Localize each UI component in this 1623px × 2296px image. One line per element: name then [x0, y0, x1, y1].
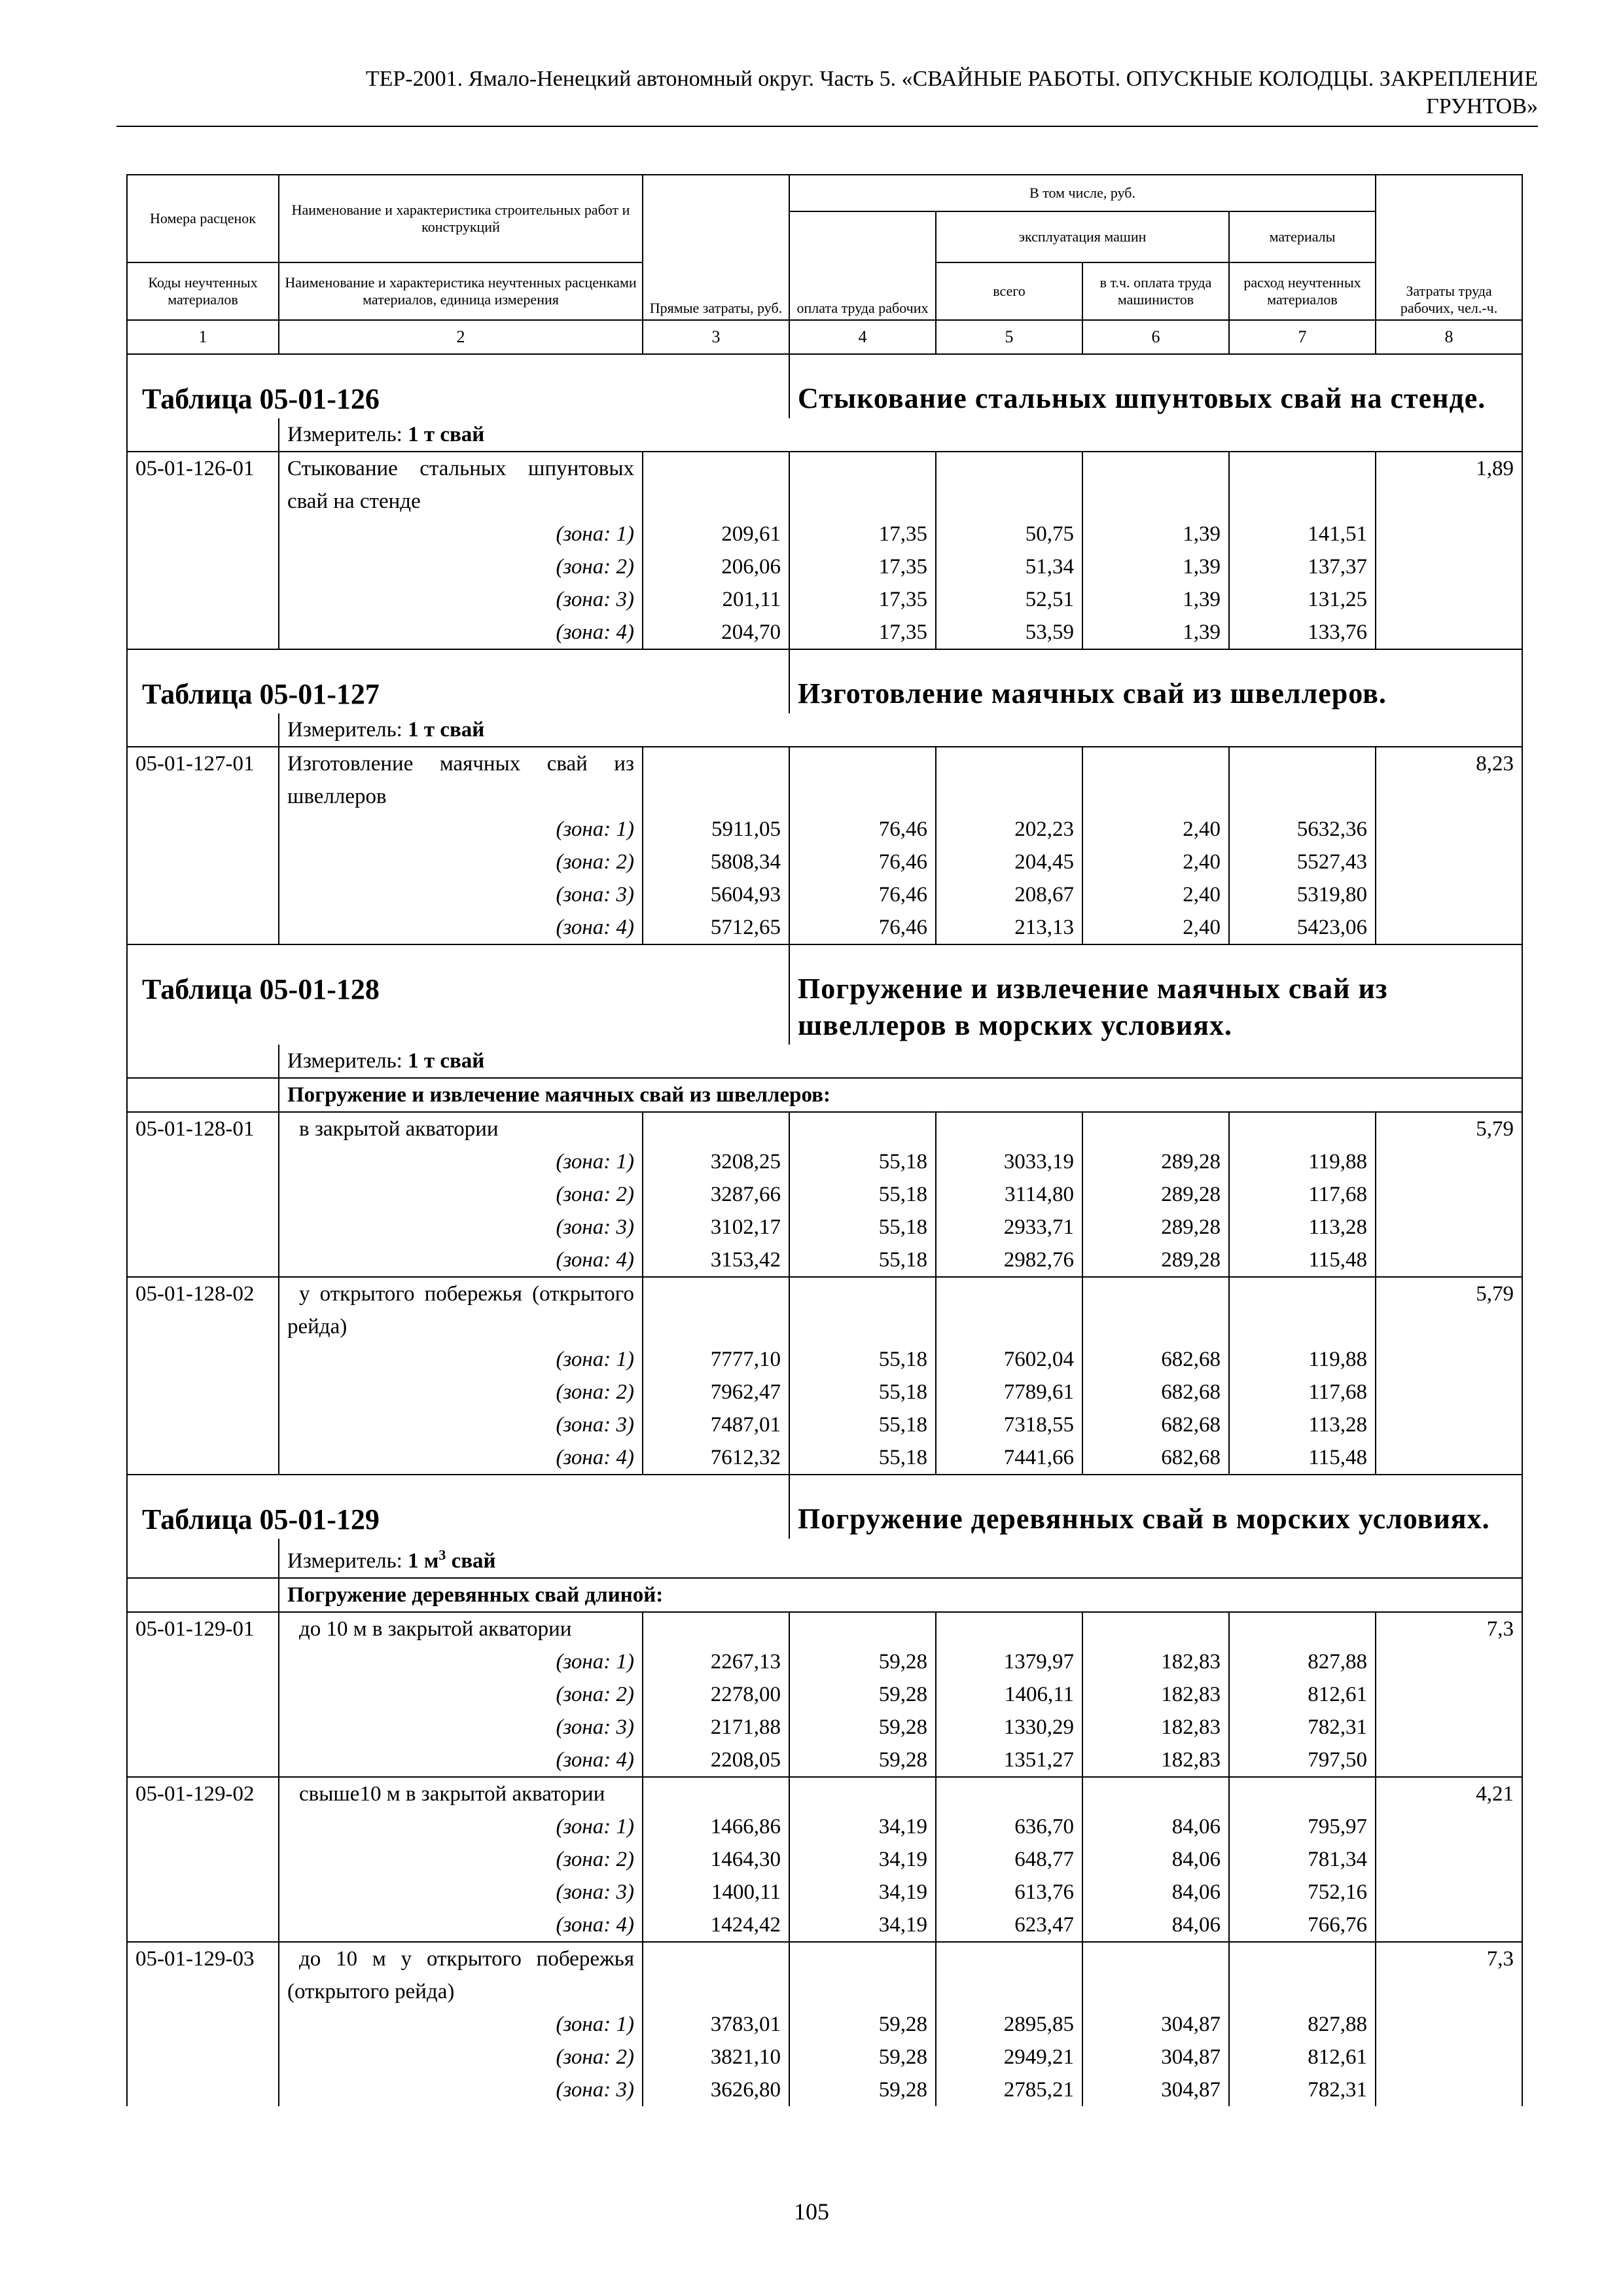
rate-description: до 10 м у открытого побережья (открытого рейда) — [279, 1942, 643, 2008]
table-measure: Измеритель: 1 т свай — [279, 713, 1522, 747]
zone-row: (зона: 4) 1424,42 34,19 623,47 84,06 766,76 — [127, 1909, 1522, 1942]
zone-row: (зона: 4) 5712,65 76,46 213,13 2,40 5423,06 — [127, 911, 1522, 944]
running-header-line2: ГРУНТОВ» — [1426, 94, 1538, 118]
table-title: Погружение и извлечение маячных свай из швеллеров в морских условиях. — [789, 944, 1522, 1045]
zone-row: (зона: 1) 1466,86 34,19 636,70 84,06 795,97 — [127, 1810, 1522, 1843]
zone-row: (зона: 1) 2267,13 59,28 1379,97 182,83 827,88 — [127, 1645, 1522, 1678]
colnum-1: 1 — [127, 320, 279, 354]
zone-row: (зона: 2) 2278,00 59,28 1406,11 182,83 812,61 — [127, 1678, 1522, 1711]
col8-head: Затраты труда рабочих, чел.-ч. — [1376, 175, 1522, 320]
zone-row: (зона: 2) 7962,47 55,18 7789,61 682,68 117,68 — [127, 1376, 1522, 1408]
rate-code: 05-01-129-02 — [127, 1777, 279, 1810]
zone-row: (зона: 3) 7487,01 55,18 7318,55 682,68 113,28 — [127, 1408, 1522, 1441]
zone-row: (зона: 2) 3287,66 55,18 3114,80 289,28 117,68 — [127, 1178, 1522, 1211]
rate-code: 05-01-128-02 — [127, 1277, 279, 1343]
labor-cost: 8,23 — [1376, 747, 1522, 813]
zone-row: (зона: 4) 204,70 17,35 53,59 1,39 133,76 — [127, 616, 1522, 649]
col2-head-a: Наименование и характеристика строительных работ и конструкций — [279, 175, 643, 262]
rate-code: 05-01-127-01 — [127, 747, 279, 813]
col4-head: оплата труда рабочих — [789, 211, 936, 320]
col7-head: расход неучтенных материалов — [1229, 262, 1376, 320]
table-number: Таблица 05-01-127 — [127, 649, 789, 713]
table-measure: Измеритель: 1 т свай — [279, 1045, 1522, 1078]
labor-cost: 5,79 — [1376, 1277, 1522, 1343]
zone-row: (зона: 4) 3153,42 55,18 2982,76 289,28 115,48 — [127, 1244, 1522, 1277]
col1-head-b: Коды неучтенных материалов — [127, 262, 279, 320]
zone-row: (зона: 4) 2208,05 59,28 1351,27 182,83 797,50 — [127, 1744, 1522, 1777]
labor-cost: 5,79 — [1376, 1112, 1522, 1145]
zone-row: (зона: 1) 7777,10 55,18 7602,04 682,68 119,88 — [127, 1343, 1522, 1376]
rate-description: до 10 м в закрытой акватории — [279, 1612, 643, 1645]
labor-cost: 1,89 — [1376, 452, 1522, 518]
col1-head-a: Номера расценок — [127, 175, 279, 262]
page-number: 105 — [794, 2198, 829, 2225]
table-measure: Измеритель: 1 т свай — [279, 418, 1522, 452]
rate-row — [127, 1777, 1522, 1810]
table-title: Изготовление маячных свай из швеллеров. — [789, 649, 1522, 713]
zone-row: (зона: 3) 201,11 17,35 52,51 1,39 131,25 — [127, 583, 1522, 616]
zone-row: (зона: 1) 3208,25 55,18 3033,19 289,28 119,88 — [127, 1145, 1522, 1178]
group-heading: Погружение и извлечение маячных свай из швеллеров: — [279, 1078, 1522, 1112]
table-header — [127, 175, 1522, 354]
zone-row: (зона: 2) 1464,30 34,19 648,77 84,06 781,34 — [127, 1843, 1522, 1876]
rate-description: Изготовление маячных свай из швеллеров — [279, 747, 643, 813]
labor-cost: 4,21 — [1376, 1777, 1522, 1810]
col3-head: Прямые затраты, руб. — [643, 175, 789, 320]
zone-row: (зона: 2) 206,06 17,35 51,34 1,39 137,37 — [127, 550, 1522, 583]
colnum-8: 8 — [1376, 320, 1522, 354]
col5-head: всего — [936, 262, 1082, 320]
rate-row — [127, 452, 1522, 518]
rate-code: 05-01-126-01 — [127, 452, 279, 518]
running-header-line1: ТЕР-2001. Ямало-Ненецкий автономный округ. Часть 5. «СВАЙНЫЕ РАБОТЫ. ОПУСКНЫЕ КОЛОДЦЫ. ЗАКРЕПЛЕНИЕ — [365, 67, 1538, 91]
zone-row: (зона: 2) 3821,10 59,28 2949,21 304,87 812,61 — [127, 2041, 1522, 2073]
colnum-4: 4 — [789, 320, 936, 354]
table-number: Таблица 05-01-129 — [127, 1475, 789, 1539]
table-number: Таблица 05-01-126 — [127, 354, 789, 418]
running-header — [116, 65, 1538, 120]
table-title: Погружение деревянных свай в морских условиях. — [789, 1475, 1522, 1539]
zone-row: (зона: 4) 7612,32 55,18 7441,66 682,68 115,48 — [127, 1441, 1522, 1475]
zone-row: (зона: 2) 5808,34 76,46 204,45 2,40 5527,43 — [127, 846, 1522, 878]
zone-row: (зона: 3) 3102,17 55,18 2933,71 289,28 113,28 — [127, 1211, 1522, 1244]
rate-code: 05-01-129-01 — [127, 1612, 279, 1645]
rate-row — [127, 1277, 1522, 1343]
header-rule — [116, 126, 1538, 127]
colnum-3: 3 — [643, 320, 789, 354]
zone-row: (зона: 1) 3783,01 59,28 2895,85 304,87 827,88 — [127, 2008, 1522, 2041]
table-measure: Измеритель: 1 $м^3$ свай — [279, 1539, 1522, 1578]
zone-row: (зона: 1) 5911,05 76,46 202,23 2,40 5632,36 — [127, 813, 1522, 846]
rate-description: Стыкование стальных шпунтовых свай на стенде — [279, 452, 643, 518]
rate-row — [127, 747, 1522, 813]
group-heading: Погружение деревянных свай длиной: — [279, 1578, 1522, 1612]
rate-description: в закрытой акватории — [279, 1112, 643, 1145]
colnum-6: 6 — [1082, 320, 1229, 354]
table-title: Стыкование стальных шпунтовых свай на стенде. — [789, 354, 1522, 418]
rate-code: 05-01-128-01 — [127, 1112, 279, 1145]
zone-row: (зона: 3) 1400,11 34,19 613,76 84,06 752,16 — [127, 1876, 1522, 1909]
labor-cost: 7,3 — [1376, 1612, 1522, 1645]
zone-row: (зона: 3) 2171,88 59,28 1330,29 182,83 782,31 — [127, 1711, 1522, 1744]
colnum-5: 5 — [936, 320, 1082, 354]
incl-head: В том числе, руб. — [789, 175, 1376, 211]
rate-description: свыше10 м в закрытой акватории — [279, 1777, 643, 1810]
rate-code: 05-01-129-03 — [127, 1942, 279, 2008]
materials-head: материалы — [1229, 211, 1376, 262]
col6-head: в т.ч. оплата труда машинистов — [1082, 262, 1229, 320]
rate-row — [127, 1112, 1522, 1145]
rate-row — [127, 1612, 1522, 1645]
machines-head: эксплуатация машин — [936, 211, 1229, 262]
zone-row: (зона: 3) 5604,93 76,46 208,67 2,40 5319,80 — [127, 878, 1522, 911]
zone-row: (зона: 1) 209,61 17,35 50,75 1,39 141,51 — [127, 518, 1522, 550]
col2-head-b: Наименование и характеристика неучтенных расценками материалов, единица измерения — [279, 262, 643, 320]
colnum-2: 2 — [279, 320, 643, 354]
rate-row — [127, 1942, 1522, 2008]
rates-table — [126, 174, 1523, 2106]
zone-row: (зона: 3) 3626,80 59,28 2785,21 304,87 782,31 — [127, 2073, 1522, 2106]
labor-cost: 7,3 — [1376, 1942, 1522, 2008]
table-number: Таблица 05-01-128 — [127, 944, 789, 1045]
colnum-7: 7 — [1229, 320, 1376, 354]
rate-description: у открытого побережья (открытого рейда) — [279, 1277, 643, 1343]
